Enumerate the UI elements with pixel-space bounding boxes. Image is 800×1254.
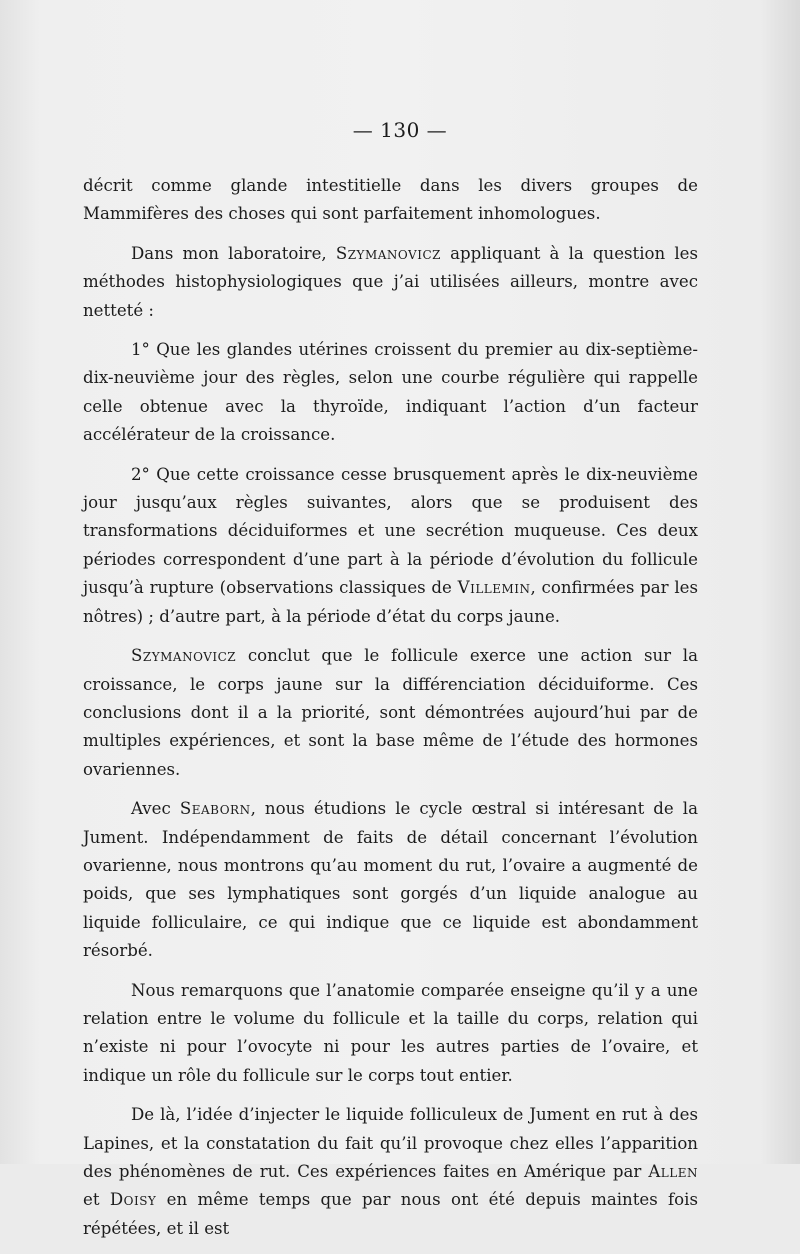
text-run: appliquant à la question les méthodes histophysiologiques que j’ai utilisées ailleurs, montre avec netteté : bbox=[83, 243, 698, 320]
paragraph bbox=[83, 795, 698, 965]
paragraph bbox=[83, 977, 698, 1091]
author-name: Villemin bbox=[457, 578, 531, 598]
text-run: en même temps que par nous ont été depuis maintes fois répétées, et il est bbox=[83, 1190, 698, 1238]
text-run: 2° Que cette croissance cesse brusquement après le dix-neuvième jour jusqu’aux règles suivantes, alors que se produisent des transformations déciduiformes et une secrétion muqueuse. Ces deux périodes correspondent d’une part à la période d’évolution du follicule jusqu’à rupture (observations classiques de bbox=[83, 464, 698, 598]
paragraph bbox=[83, 240, 698, 325]
text-run: , confirmées par les nôtres) ; d’autre part, à la période d’état du corps jaune. bbox=[83, 578, 698, 626]
text-run: conclut que le follicule exerce une action sur la croissance, le corps jaune sur la différenciation déciduiforme. Ces conclusions dont il a la priorité, sont démontrées aujourd’hui par de multiples expériences, et sont la base même de l’étude des hormones ovariennes. bbox=[83, 646, 698, 779]
text-run: et bbox=[83, 1190, 110, 1210]
text-run: décrit comme glande intestitielle dans les divers groupes de Mammifères des choses qui sont parfaitement inhomologues. bbox=[83, 176, 698, 224]
text-run: Dans mon laboratoire, bbox=[131, 243, 336, 263]
author-name: Szymanovicz bbox=[335, 243, 441, 263]
text-run: Nous remarquons que l’anatomie comparée enseigne qu’il y a une relation entre le volume du follicule et la taille du corps, relation qui n’existe ni pour l’ovocyte ni pour les autres parties de l’ovaire, et indique un rôle du follicule sur le corps tout entier. bbox=[83, 980, 698, 1085]
author-name: Seaborn bbox=[179, 799, 251, 819]
paragraph bbox=[83, 336, 698, 450]
page-number: — 130 — bbox=[352, 118, 448, 142]
text-run: 1° Que les glandes utérines croissent du premier au dix-septième-dix-neuvième jour des règles, selon une courbe régulière qui rappelle celle obtenue avec la thyroïde, indiquant l’action d’un facteur accélérateur de la croissance. bbox=[83, 340, 698, 445]
author-name: Szymanovicz bbox=[131, 646, 237, 666]
paragraph bbox=[83, 642, 698, 784]
paragraph bbox=[83, 461, 698, 631]
author-name: Doisy bbox=[109, 1190, 157, 1210]
body-text bbox=[83, 172, 698, 1254]
text-run: , nous étudions le cycle œstral si intéresant de la Jument. Indépendamment de faits de détail concernant l’évolution ovarienne, nous montrons qu’au moment du rut, l’ovaire a augmenté de poids, que ses lymphatiques sont gorgés d’un liquide analogue au liquide folliculaire, ce qui indique que ce liquide est abondamment résorbé. bbox=[83, 799, 698, 961]
text-run: De là, l’idée d’injecter le liquide folliculeux de Jument en rut à des Lapines, et la constatation du fait qu’il provoque chez elles l’apparition des phénomènes de rut. Ces expériences faites en Amérique par bbox=[83, 1105, 698, 1181]
text-run: Avec bbox=[131, 799, 180, 819]
paragraph bbox=[83, 172, 698, 229]
paragraph bbox=[83, 1101, 698, 1243]
author-name: Allen bbox=[648, 1162, 698, 1181]
